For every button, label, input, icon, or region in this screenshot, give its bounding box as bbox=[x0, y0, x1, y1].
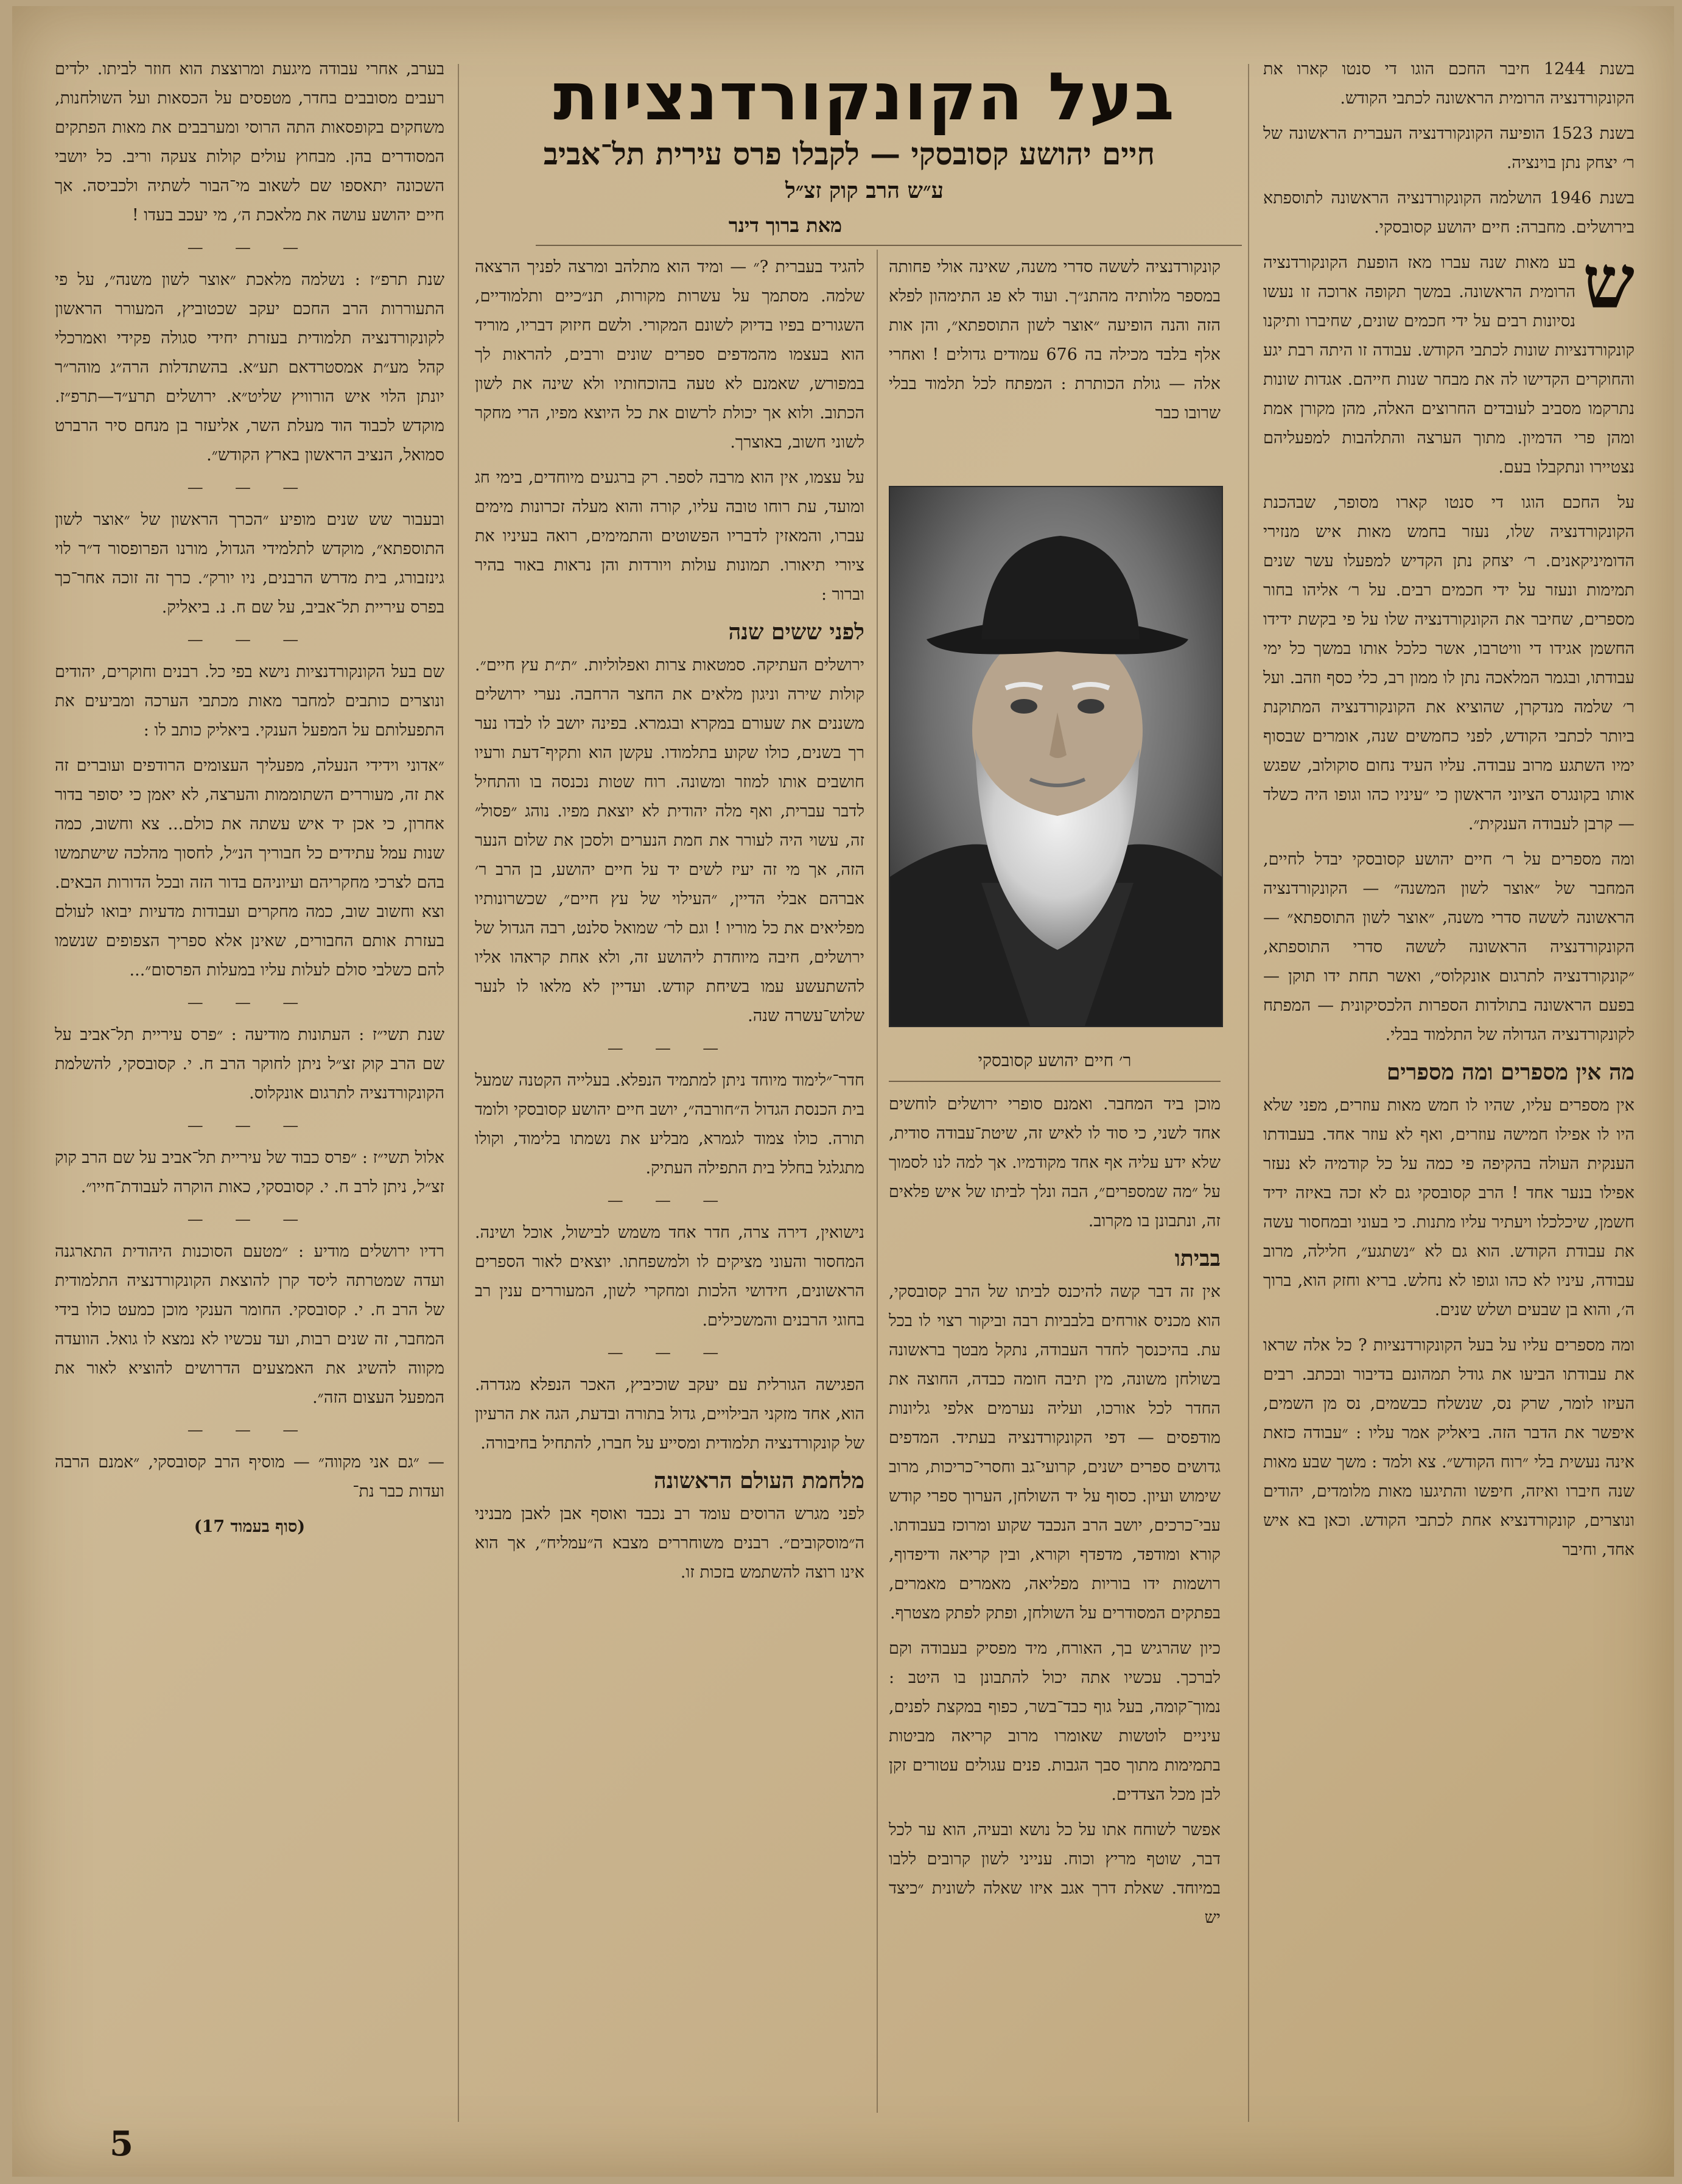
paragraph: — ״גם אני מקווה״ — מוסיף הרב קסובסקי, ״אמנם הרבה ועדות כבר נת־ bbox=[55, 1453, 444, 1501]
section-separator: — — — bbox=[187, 479, 312, 497]
paragraph: ומה מספרים על ר׳ חיים יהושע קסובסקי יבדל לחיים, המחבר של ״אוצר לשון המשנה״ — הקונקורדנציה הראשונה לששה סדרי משנה, ״אוצר לשון התוספתא״ — הקונקורדנציה הראשונה לששה סדרי התוספתא, ״קונקורדנציה לתרגום אונקלוס״, ואשר תחת ידו תוקן — בפעם הראשונה בתולדות הספרות הלכסיקונית — המפתח לקונקורדנציה הגדולה של התלמוד בבלי. bbox=[1263, 850, 1635, 1044]
paragraph: אפשר לשוחח אתו על כל נושא ובעיה, הוא ער לכל דבר, שוטף מריץ וכוח. ענייני לשון קרובים ללבו במיוחד. שאלת דרך אגב איזו שאלה לשונית ״כיצד יש bbox=[889, 1821, 1221, 1927]
headline-rule bbox=[536, 245, 1242, 246]
section-separator: — — — bbox=[187, 1210, 312, 1229]
paragraph: חדר־״לימוד מיוחד ניתן למתמיד הנפלא. בעלייה הקטנה שמעל בית הכנסת הגדול ה״חורבה״, יושב חיים יהושע קסובסקי ולומד תורה. כולו צמוד לגמרא, מבליע את נשמתו בלימוד, וקולו מתגלגל בחלל בית התפילה העתיק. bbox=[475, 1071, 864, 1178]
paragraph: על עצמו, אין הוא מרבה לספר. רק ברגעים מיוחדים, בימי חג ומועד, עת רוחו טובה עליו, קורה והוא מעלה זכרונות מימים עברו, והמאזין לדבריו הפשוטים והתמימים, רואה בעיניו את ציורי תיאורו. תמונות עולות ויורדות והן נראות באור בהיר וברור : bbox=[475, 468, 864, 604]
section-separator: — — — bbox=[187, 239, 312, 257]
section-heading: מלחמת העולם הראשונה bbox=[653, 1468, 864, 1494]
column-left bbox=[55, 55, 444, 2113]
paragraph: נישואין, דירה צרה, חדר אחד משמש לבישול, אוכל ושינה. המחסור והעוני מציקים לו ולמשפחתו. יוצאים לאור הספרים הראשונים, חידושי הלכות ומחקרי לשון, המעוררים ענין רב בחוגי הרבנים והמשכילים. bbox=[475, 1223, 864, 1330]
portrait-illustration bbox=[890, 487, 1222, 1026]
page-number: 5 bbox=[110, 2124, 133, 2164]
paragraph: לפני מגרש הרוסים עומד רב נכבד ואוסף אבן לאבן מבניני ה״מוסקובים״. רבנים משוחררים מצבא ה״עמליח״, אך הוא אינו רוצה להשתמש בזכות זו. bbox=[475, 1505, 864, 1582]
continued-note: (סוף בעמוד 17) bbox=[194, 1517, 306, 1536]
section-heading: בביתו bbox=[1174, 1246, 1221, 1271]
section-separator: — — — bbox=[187, 1117, 312, 1135]
portrait-photo bbox=[889, 486, 1223, 1027]
section-separator: — — — bbox=[607, 1192, 732, 1210]
paragraph: בערב, אחרי עבודה מיגעת ומרוצצת הוא חוזר לביתו. ילדים רעבים מסובבים בחדר, מטפסים על הכסאות ועל השולחנות, משחקים בקופסאות התה הרוסי ומערבבים את מאות הפתקים המסודרים בהן. מבחוץ עולים קולות צעקה וריב. כל יושבי השכונה יתאספו שם לשאוב מי־הבור לשתיה ולכביסה. אך חיים יהושע עושה את מלאכת ה׳, מי יעכב בעדו ! bbox=[55, 60, 444, 225]
paragraph-text: בע מאות שנה עברו מאז הופעת הקונקורדנציה הרומית הראשונה. במשך תקופה ארוכה זו נעשו נסיונות רבים על ידי חכמים שונים, שחיברו ותיקנו קונקורדנציות שונות לכתבי הקודש. עבודה זו היתה רבת יגע והחוקרים הקדישו לה את מבחר שנות חייהם. אגדות שונות נתרקמו מסביב לעובדים החרוצים האלה, מהן מקורן אמת ומהן פרי הדמיון. מתוך הערצה והתלהבות למפעליהם נצטיירו ונתקבלו בעם. bbox=[1263, 253, 1635, 477]
column-rule bbox=[877, 250, 878, 2113]
newspaper-page bbox=[12, 6, 1674, 2177]
prize-byline: ע״ש הרב קוק זצ״ל bbox=[785, 178, 944, 203]
caption-rule bbox=[889, 1081, 1221, 1082]
paragraph: מוכן ביד המחבר. ואמנם סופרי ירושלים לוחשים אחד לשני, כי סוד לו לאיש זה, שיטת־עבודה סודית, שלא ידע עליה אף אחד מקודמיו. אך למה לנו לסמוך על ״מה שמספרים״, הבה ונלך לביתו של איש פלאים זה, ונתבונן בו מקרוב. bbox=[889, 1095, 1221, 1231]
paragraph: קונקורדנציה לששה סדרי משנה, שאינה אולי פחותה במספר מלותיה מהתנ״ך. ועוד לא פג התימהון לפלא הזה והנה הופיעה ״אוצר לשון התוספתא״, והן אות אלף בלבד מכילה בה 676 עמודים גדולים ! ואחרי אלה — גולת הכותרת : המפתח לכל תלמוד בבלי שרובו כבר bbox=[889, 258, 1221, 423]
paragraph bbox=[1263, 239, 1635, 482]
article-headline: בעל הקונקורדנציות bbox=[553, 59, 1176, 135]
paragraph: ובעבור שש שנים מופיע ״הכרך הראשון של ״אוצר לשון התוספתא״, מוקדש לתלמידי הגדול, מורנו הפרופסור ד״ר לוי גינזבורג, בית מדרש הרבנים, ניו יורק״. כרך זה זוכה אחר־כך בפרס עיריית תל־אביב, על שם ח. נ. ביאליק. bbox=[55, 510, 444, 617]
paragraph: בשנת 1946 הושלמה הקונקורדנציה הראשונה לתוספתא בירושלים. מחברה: חיים יהושע קסובסקי. bbox=[1263, 189, 1635, 237]
section-separator: — — — bbox=[187, 1421, 312, 1439]
column-mid-right-top bbox=[889, 253, 1221, 478]
paragraph: בשנת 1523 הופיעה הקונקורדנציה העברית הראשונה של ר׳ יצחק נתן בוינציה. bbox=[1263, 124, 1635, 172]
column-mid-right-bottom bbox=[889, 1090, 1221, 2119]
paragraph: רדיו ירושלים מודיע : ״מטעם הסוכנות היהודית התארגנה ועדה שמטרתה ליסד קרן להוצאת הקונקורדנציה התלמודית של הרב ח. י. קסובסקי. החומר הענקי מוכן כמעט כולו בידי המחבר, זה שנים רבות, ועד עכשיו לא נמצא לו גואל. הוועדה מקווה להשיג את האמצעים הדרושים להוציא לאור את המפעל העצום הזה״. bbox=[55, 1242, 444, 1407]
section-heading: מה אין מספרים ומה מספרים bbox=[1386, 1059, 1635, 1085]
paragraph: אין מספרים עליו, שהיו לו חמש מאות עוזרים, מפני שלא היו לו אפילו חמישה עוזרים, ואף לא עוזר אחד. בעבודתו הענקית העולה בהקיפה פי כמה על כל קודמיה לא נעזר אפילו בנער אחד ! הרב קסובסקי גם לא זכה באיזה ידיד חשמן, שיכלכלו ויעתיר עליו מתנות. כי בעוני ובמחסור עשה את עבודת הקודש. הוא גם לא ״נשתגע״, חלילה, מרוב עבודה, עיניו לא כהו וגופו לא נחלש. בריא וחזק הוא, ברוך ה׳, והוא בן שבעים ושלש שנים. bbox=[1263, 1096, 1635, 1319]
paragraph: ומה מספרים עליו על בעל הקונקורדנציות ? כל אלה שראו את עבודתו הביעו את גודל תמהונם בדיבור ובכתב. רבים העיזו לומר, שרק נס, שנשלח כבשמים, נס מן השמים, איפשר את הדבר הזה. ביאליק אמר עליו : ״עבודה כזאת אינה נעשית בלי ״רוח הקודש״. צא ולמד : משך שבע מאות שנה חיברו ואיזה, חיפשו והתיגעו מאות מלומדים, יהודים ונוצרים, קונקורדנציא אחת לכתבי הקודש. וכאן בא איש אחד, וחיבר bbox=[1263, 1336, 1635, 1559]
photo-caption: ר׳ חיים יהושע קסובסקי bbox=[978, 1050, 1132, 1070]
paragraph: על החכם הוגו די סנטו קארו מסופר, שבהכנת הקונקורדנציה שלו, נעזר בחמש מאות איש מנזירי הדומיניקאנים. ר׳ יצחק נתן הקדיש למפעלו עשר שנים תמימות ונעזר על ידי חכמים רבים. על ר׳ אליהו בחור מספרים, שחיבר את הקונקורדנציה שלו על פי בקשת ידידו החשמן אגידו די וויטרבו, אשר כלכל אותו במשך כל ימי עבודתו, ובגמר המלאכה נתן לו ממון רב, כלי כסף וזהב. ועל ר׳ שלמה מנדקרן, שהוציא את הקונקורדנציה המתוקנת ביותר לכתבי הקודש, לפני כחמשים שנה, אומרים שבסוף ימיו השתגע מרוב עבודה. עליו העיד נחום סוקולוב, שפגש אותו בקונגרס הציוני הראשון כי ״עיניו כהו וגופו היה כשלד — קרבן לעבודה הענקית״. bbox=[1263, 493, 1635, 834]
paragraph: שנת תשי״ז : העתונות מודיעה : ״פרס עיריית תל־אביב על שם הרב קוק זצ״ל ניתן לחוקר הרב ח. י. קסובסקי, להשלמת הקונקורדנציה לתרגום אונקלוס. bbox=[55, 1025, 444, 1103]
quote-paragraph: ״אדוני וידידי הנעלה, מפעליך העצומים הרודפים ועוברים זה את זה, מעוררים השתוממות והערצה, לא יאמן כי יסופר בדור אחרון, כי אכן יד איש עשתה את כולם... צא וחשוב, כמה שנות עמל עתידים כל חבוריך הנ״ל, לחסוך מהלכה שישתמשו בהם לצרכי מחקריהם ועיוניהם בדור הזה ובכל הדורות הבאים. וצא וחשוב שוב, כמה מחקרים ועבודות מדעיות יבואו לעולם בעזרת אותם החבורים, שאינן אלא ספריך הצפופים שנשמו להם כשלבי סולם לעלות עליו במעלות הפרסום״... bbox=[55, 756, 444, 980]
section-separator: — — — bbox=[187, 631, 312, 649]
column-right bbox=[1263, 55, 1635, 2125]
drop-cap: ש bbox=[1583, 239, 1635, 325]
column-mid-left bbox=[475, 253, 864, 2122]
paragraph: אין זה דבר קשה להיכנס לביתו של הרב קסובסקי, הוא מכניס אורחים בלבביות רבה וביקור רצוי לו בכל עת. בהיכנסך לחדר העבודה, נתקל מבטך בראשונה בשולחן משונה, מין תיבה חומה כבדה, החוצה את החדר לכל אורכו, ועליה נערמים אלפי גליונות מודפסים — דפי הקונקורדנציה בעתיד. המדפים גדושים ספרים ישנים, קרועי־גב וחסרי־כריכות, מרוב שימוש ועיון. כסוף על יד השולחן, הערוך ספרי קודש עבי־כרכים, יושב הרב הנכבד שקוע ומרוכז בעבודתו. קורא ומודפד, מדפדף וקורא, ובין קריאה ודיפדוף, רושמות ידו בוריות מפליאה, מאמרים מאמרים, בפתקים המסודרים על השולחן, ופתק לפתק מצטרף. bbox=[889, 1282, 1221, 1623]
paragraph: שם בעל הקונקורדנציות נישא בפי כל. רבנים וחוקרים, יהודים ונוצרים כותבים למחבר מאות מכתבי הערכה ומביעים את התפעלותם על המפעל הענקי. ביאליק כותב לו : bbox=[55, 662, 444, 740]
paragraph: להגיד בעברית ?״ — ומיד הוא מתלהב ומרצה לפניך הרצאה שלמה. מסתמך על עשרות מקורות, תנ״כיים ותלמודיים, השגורים בפיו בדיוק לשונם המקורי. ולשם חיזוק דבריו, מוריד הוא בעצמו מהמדפים ספרים שונים ורבים, להראות לך במפורש, שאמנם לא טעה בהוכחותיו ולא שינה את לשון הכתוב. ולוא אך יכולת לרשום את כל היוצא מפיו, הרי מחקר לשוני חשוב, באוצרך. bbox=[475, 258, 864, 452]
column-rule bbox=[1248, 64, 1249, 2122]
paragraph: בשנת 1244 חיבר החכם הוגו די סנטו קארו את הקונקורדנציה הרומית הראשונה לכתבי הקודש. bbox=[1263, 60, 1635, 108]
paragraph: שנת תרפ״ז : נשלמה מלאכת ״אוצר לשון משנה״, על פי התעוררות הרב החכם יעקב שכטוביץ, המעורר הראשון לקונקורדנציה תלמודית בעזרת יחידי סגולה פקידי ואמרכלי קהל מע״ת אמסטרדאם תע״א. בהשתדלות הרה״ג מוהר״ר יונתן הלוי איש הורוויץ שליט״א. ירושלים תרע״ד—תרפ״ז. מוקדש לכבוד הוד מעלת השר, אליעזר בן מנחם סיר הרברט סמואל, הנציב הראשון בארץ הקודש״. bbox=[55, 270, 444, 465]
section-heading: לפני ששים שנה bbox=[728, 619, 864, 645]
paragraph: הפגישה הגורלית עם יעקב שוכיביץ, האכר הנפלא מגדרה. הוא, אחד מזקני הבילויים, גדול בתורה ובדעת, הגה את הרעיון של קונקורדנציה תלמודית ומסייע על חברו, להתחיל בחיבורה. bbox=[475, 1375, 864, 1453]
section-separator: — — — bbox=[187, 994, 312, 1012]
paragraph: כיון שהרגיש בך, האורח, מיד מפסיק בעבודה וקם לברכך. עכשיו אתה יכול להתבונן בו היטב : נמוך־קומה, בעל גוף כבד־בשר, כפוף במקצת לפנים, עיניים לוטשות שאומרו מרוב קריאה מביטות בתמימות מתוך סבך הגבות. פנים עגולים עטורים זקן לבן מכל הצדדים. bbox=[889, 1639, 1221, 1804]
section-separator: — — — bbox=[607, 1344, 732, 1362]
section-separator: — — — bbox=[607, 1039, 732, 1058]
paragraph: אלול תשי״ז : ״פרס כבוד של עיריית תל־אביב על שם הרב קוק זצ״ל, ניתן לרב ח. י. קסובסקי, כאות הוקרה לעבודת־חייו״. bbox=[55, 1148, 444, 1196]
author-byline: מאת ברוך דינר bbox=[728, 214, 843, 237]
column-rule bbox=[458, 64, 459, 2122]
article-subheadline: חיים יהושע קסובסקי — לקבלו פרס עירית תל־אביב bbox=[543, 136, 1155, 172]
paragraph: ירושלים העתיקה. סמטאות צרות ואפלוליות. ״ת״ת עץ חיים״. קולות שירה וניגון מלאים את החצר הרחבה. נערי ירושלים משננים את שעורם במקרא ובגמרא. בפינה יושב לו לבדו נער רך בשנים, כולו שקוע בתלמודו. עקשן הוא ותקיף־דעת ורעיו חושבים אותו למוזר ומשונה. רוח שטות נכנסה בו והתחיל לדבר עברית, ואף מלה יהודית לא יוצאת מפיו. נוהג ״פסול״ זה, עשוי היה לעורר את חמת הנערים ולסכן את שלום הנער הזה, אך מי זה יעיז לשים יד על חיים יהושע, בן הרב ר׳ אברהם אבלי הדיין, ״העילוי של עץ חיים״, שכשרונותיו מפליאים את כל מוריו ! וגם לר׳ שמואל סלנט, רבה הגדול של ירושלים, חיבה מיוחדת ליהושע זה, ולא אחת קראהו אליו להשתעשע עמו בשיחת קודש. ועדיין לא מלאו לו לנער שלוש־עשרה שנה. bbox=[475, 656, 864, 1025]
